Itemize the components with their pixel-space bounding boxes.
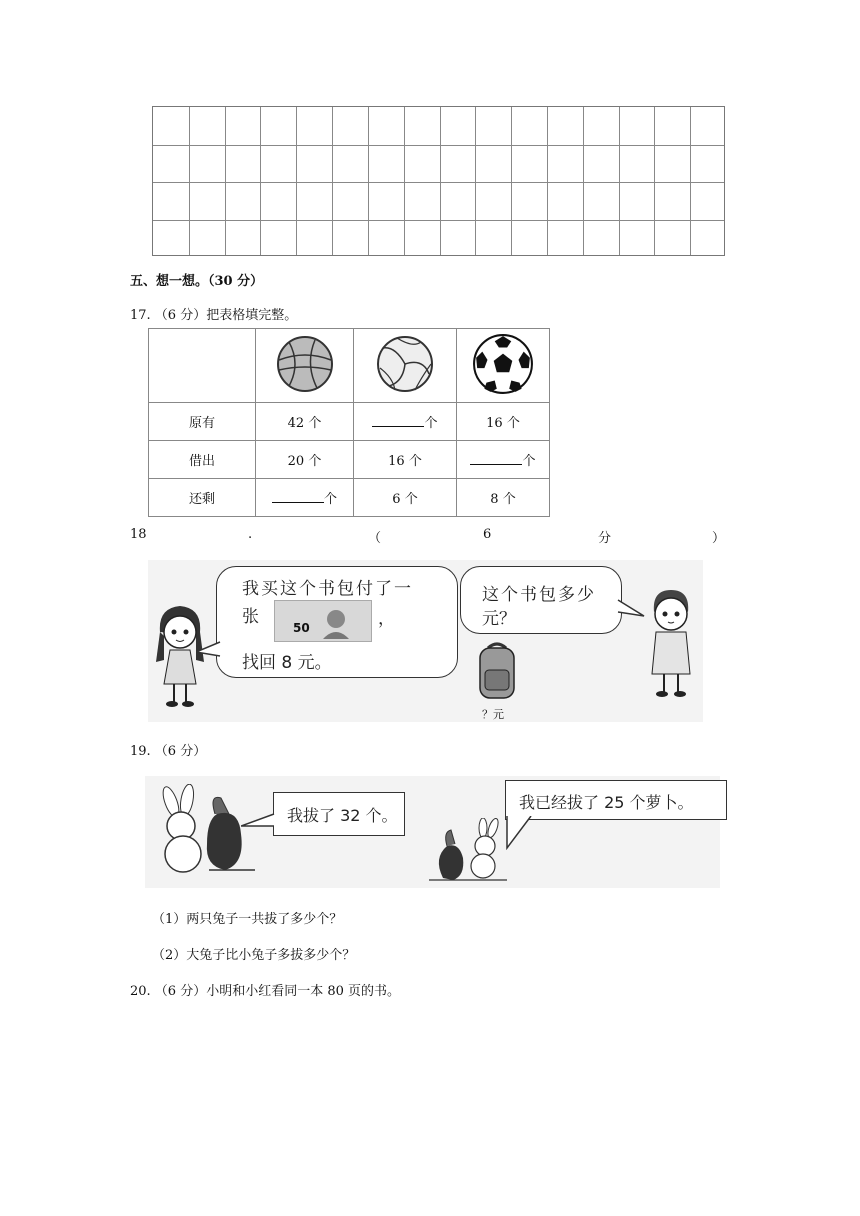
cell-remaining-volleyball: 6 个 [354, 479, 457, 517]
grid-line [189, 107, 190, 255]
girl-line-2: 张 [242, 607, 259, 627]
grid-line [690, 107, 691, 255]
grid-line [547, 107, 548, 255]
soccer-ball-icon [472, 333, 534, 395]
banknote-image [274, 600, 372, 642]
q19-picture [145, 776, 720, 888]
q19-sub-1: （1）两只兔子一共拔了多少个？ [152, 912, 343, 927]
cell-remaining-basketball[interactable]: 个 [256, 479, 354, 517]
header-basketball [256, 329, 354, 403]
table-corner-cell [149, 329, 256, 403]
q18-close-paren: ） [712, 531, 726, 546]
q18-unit: 分 [598, 531, 612, 546]
cell-lent-soccer[interactable]: 个 [457, 441, 550, 479]
q18-open-paren: （ [368, 531, 382, 546]
header-soccer-ball [457, 329, 550, 403]
small-rabbit-illustration [429, 818, 509, 884]
portrait-icon [321, 607, 351, 639]
grid-line [153, 182, 724, 183]
header-volleyball [354, 329, 457, 403]
grid-line [619, 107, 620, 255]
grid-line [296, 107, 297, 255]
q17-stem: 17. （6 分）把表格填完整。 [130, 308, 298, 323]
grid-line [368, 107, 369, 255]
rabbit1-says: 我拔了 32 个。 [287, 806, 398, 825]
grid-line [654, 107, 655, 255]
row-label-original: 原有 [149, 403, 256, 441]
rabbit2-says: 我已经拔了 25 个萝卜。 [519, 793, 694, 812]
q18-score: 6 [483, 527, 492, 542]
girl-line-1: 我买这个书包付了一 [242, 579, 413, 599]
grid-line [260, 107, 261, 255]
cell-lent-volleyball: 16 个 [354, 441, 457, 479]
q18-picture [148, 560, 703, 722]
grid-line [511, 107, 512, 255]
cell-original-basketball: 42 个 [256, 403, 354, 441]
boy-line-1: 这个书包多少 [482, 585, 596, 605]
answer-blank[interactable] [272, 490, 324, 503]
banknote-value: 50 [293, 621, 310, 635]
big-rabbit-illustration [149, 784, 259, 880]
boy-illustration [642, 584, 700, 702]
q18-number: 18 [130, 527, 147, 542]
bubble-tail-icon [241, 812, 275, 832]
q19-stem: 19. （6 分） [130, 744, 207, 759]
grid-line [583, 107, 584, 255]
cell-original-volleyball[interactable]: 个 [354, 403, 457, 441]
writing-grid [152, 106, 725, 256]
section-title: 五、想一想。（30 分） [130, 274, 264, 289]
grid-line [153, 220, 724, 221]
bag-price: ？元 [482, 708, 504, 721]
grid-line [404, 107, 405, 255]
backpack-icon [474, 640, 520, 702]
row-label-lent: 借出 [149, 441, 256, 479]
grid-line [153, 145, 724, 146]
grid-line [440, 107, 441, 255]
cell-lent-basketball: 20 个 [256, 441, 354, 479]
volleyball-icon [375, 334, 435, 394]
basketball-icon [275, 334, 335, 394]
answer-blank[interactable] [372, 414, 424, 427]
grid-line [332, 107, 333, 255]
girl-comma: ， [378, 609, 395, 629]
boy-line-2: 元？ [482, 609, 516, 629]
cell-original-soccer: 16 个 [457, 403, 550, 441]
ball-table [148, 328, 550, 517]
answer-blank[interactable] [470, 452, 522, 465]
row-label-remaining: 还剩 [149, 479, 256, 517]
q20-stem: 20. （6 分）小明和小红看同一本 80 页的书。 [130, 984, 401, 999]
grid-line [225, 107, 226, 255]
grid-line [475, 107, 476, 255]
girl-line-3: 找回 8 元。 [242, 653, 332, 673]
bubble-tail-icon [196, 640, 222, 660]
q18-dot: . [248, 527, 253, 542]
q19-sub-2: （2）大兔子比小兔子多拔多少个？ [152, 948, 356, 963]
cell-remaining-soccer: 8 个 [457, 479, 550, 517]
